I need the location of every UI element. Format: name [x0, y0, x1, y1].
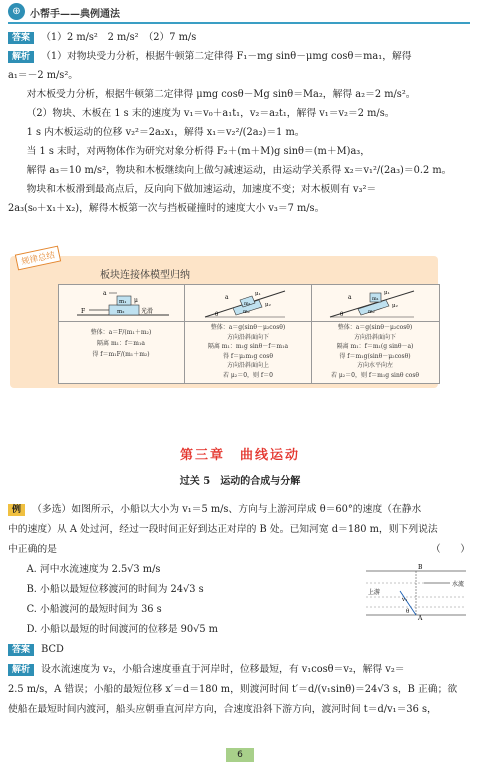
solution-line: （2）物块、木板在 1 s 末的速度为 v₁＝v₀＋a₁t₁，v₂＝a₂t₁，解得 v₁＝v₂＝2 m/s。 [26, 108, 395, 119]
diagram-label: μ₂ [265, 302, 271, 308]
option-b: B. 小船以最短位移渡河的时间为 24√3 s [26, 584, 204, 595]
solution-line [8, 660, 470, 680]
header-title: 小帮手——典例通法 [30, 9, 120, 20]
law-title: 板块连接体模型归纳 [100, 270, 190, 281]
page-header [0, 0, 480, 24]
diagram-label: m₂ [243, 309, 250, 315]
law-line: 方向沿斜面向下 [226, 333, 269, 341]
law-line: 隔离 m₁：f＝m₁(g sinθ－a) [336, 343, 414, 350]
diagram-label: m₁ [372, 296, 379, 302]
law-line: 得 f＝m₁g(sinθ－μ₂cosθ) [339, 352, 411, 360]
diagram-label: 光滑 [141, 308, 154, 315]
answer-text: （1）2 m/s² 2 m/s² （2）7 m/s [41, 32, 197, 43]
law-line: 得 f＝μ₂m₁g cosθ [223, 352, 273, 360]
diagram-label: θ [340, 312, 344, 318]
diagram-label: a [225, 294, 229, 301]
example-line: 中的速度）从 A 处过河，经过一段时间正好到达正对岸的 B 处。已知河宽 d＝180 m，则下列说法 [8, 524, 438, 535]
diagram-label: μ₁ [255, 291, 261, 297]
diagram-label: m₁ [244, 301, 251, 307]
diagram-label: μ₂ [392, 303, 398, 309]
answer-line [8, 640, 470, 660]
diagram-label: m₁ [119, 299, 127, 305]
law-col1-text [61, 327, 181, 360]
example-tag: 例 [8, 504, 25, 516]
header-logo-icon: ⊕ [8, 3, 25, 20]
solution-line: 2a₃(s₀＋x₁＋x₂)，解得木板第一次与挡板碰撞时的速度大小 v₃＝7 m/s。 [8, 203, 325, 214]
figure-label: θ [406, 609, 410, 615]
answer-line [8, 28, 470, 47]
figure-label: 上游 [368, 589, 381, 596]
law-line: 整体：a＝F/(m₁＋m₂) [90, 329, 152, 336]
figure-label: v₁ [402, 597, 408, 603]
law-col2-text [188, 323, 308, 380]
example-text: （多选）如图所示，小船以大小为 v₁＝5 m/s、方向与上游河岸成 θ＝60°的速度（在静水 [32, 504, 422, 515]
diagram-label: F [81, 308, 86, 315]
law-col3-text [315, 323, 435, 380]
law-row-divider [59, 321, 439, 322]
river-figure [364, 563, 468, 621]
solution-line: 1 s 内木板运动的位移 v₂²＝2a₂x₁，解得 x₁＝v₂²/(2a₂)＝1 m。 [26, 127, 305, 138]
figure-label: 水流 [452, 581, 465, 588]
solution-block-1 [8, 28, 470, 218]
diagram-flat-blocks [59, 285, 184, 321]
answer-text: BCD [41, 644, 64, 655]
law-tag: 规律总结 [15, 246, 61, 271]
option-a: A. 河中水流速度为 2.5√3 m/s [26, 564, 161, 575]
law-line: 方向水平向左 [356, 362, 393, 369]
answer-tag: 答案 [8, 32, 34, 44]
solution-line: 当 1 s 末时，对两物体作为研究对象分析得 F₂＋(m＋M)g sinθ＝(m＋M)a₃， [26, 146, 371, 157]
answer-bracket: （ ） [430, 544, 470, 555]
law-line: 隔离 m₁：m₁g sinθ－f＝m₁a [207, 343, 289, 350]
diagram-label: a [103, 290, 107, 297]
solution-line: a₁＝－2 m/s²。 [8, 70, 79, 81]
option-c: C. 小船渡河的最短时间为 36 s [26, 604, 162, 615]
law-line: 若 μ₂＝0，则 f＝m₁g sinθ cosθ [330, 371, 420, 379]
solution-line: 2.5 m/s，A 错误；小船的最短位移 x′＝d＝180 m，则渡河时间 t′＝d/(v₁sinθ)＝24√3 s，B 正确；欲 [8, 684, 458, 695]
solution-text: 设水流速度为 v₂，小船合速度垂直于河岸时，位移最短，有 v₁cosθ＝v₂，解得 v₂＝ [41, 664, 405, 675]
solution-line [8, 47, 470, 66]
example-line [8, 500, 470, 520]
chapter-title: 第三章 曲线运动 [179, 448, 300, 463]
diagram-label: m₂ [117, 309, 125, 315]
figure-label: A [418, 615, 423, 621]
section-title: 过关 5 运动的合成与分解 [179, 476, 301, 487]
option-d: D. 小船以最短的时间渡河的位移是 90√5 m [26, 624, 218, 635]
solution-text: （1）对物块受力分析，根据牛顿第二定律得 F₁－mg sinθ－μmg cosθ＝ma₁，解得 [41, 51, 412, 62]
diagram-label: m₂ [368, 309, 375, 315]
solution-line: 解得 a₃＝10 m/s²，物块和木板继续向上做匀减速运动，由运动学关系得 x₂＝v₁²/(2a₃)＝0.2 m。 [26, 165, 452, 176]
law-line: 得 f＝m₁F/(m₁＋m₂) [92, 351, 150, 358]
diagram-incline-2 [312, 285, 438, 321]
diagram-incline-1 [185, 285, 311, 321]
diagram-label: θ [215, 312, 219, 318]
solution-line: 物块和木板滑到最高点后，反向向下做加速运动，加速度不变；对木板则有 v₃²＝ [26, 184, 377, 195]
solution-tag: 解析 [8, 51, 34, 63]
diagram-label: μ₁ [384, 290, 390, 296]
diagram-label: a [348, 294, 352, 301]
page-number: 6 [226, 748, 254, 762]
diagram-label: μ [134, 297, 138, 304]
law-line: 方向沿斜面向上 [226, 362, 269, 369]
law-table [58, 284, 440, 384]
law-line: 整体：a＝g(sinθ－μ₂cosθ) [337, 324, 413, 331]
law-line: 若 μ₂＝0，则 f＝0 [223, 371, 273, 379]
figure-label: B [418, 564, 423, 571]
answer-tag: 答案 [8, 644, 34, 656]
law-line: 整体：a＝g(sinθ－μ₂cosθ) [210, 324, 286, 331]
solution-tag: 解析 [8, 664, 34, 676]
solution-line: 使船在最短时间内渡河，船头应朝垂直河岸方向，合速度沿斜下游方向，渡河时间 t＝d/v₁＝36 s， [8, 704, 437, 715]
law-line: 方向沿斜面向下 [353, 333, 396, 341]
example-text: 中正确的是 [8, 544, 57, 555]
solution-line: 对木板受力分析，根据牛顿第二定律得 μmg cosθ－Mg sinθ＝Ma₂，解得 a₂＝2 m/s²。 [26, 89, 416, 100]
header-divider [8, 22, 470, 24]
example-line [8, 540, 470, 560]
law-line: 隔离 m₁：f＝m₁a [97, 340, 145, 347]
law-summary-box [10, 250, 438, 388]
